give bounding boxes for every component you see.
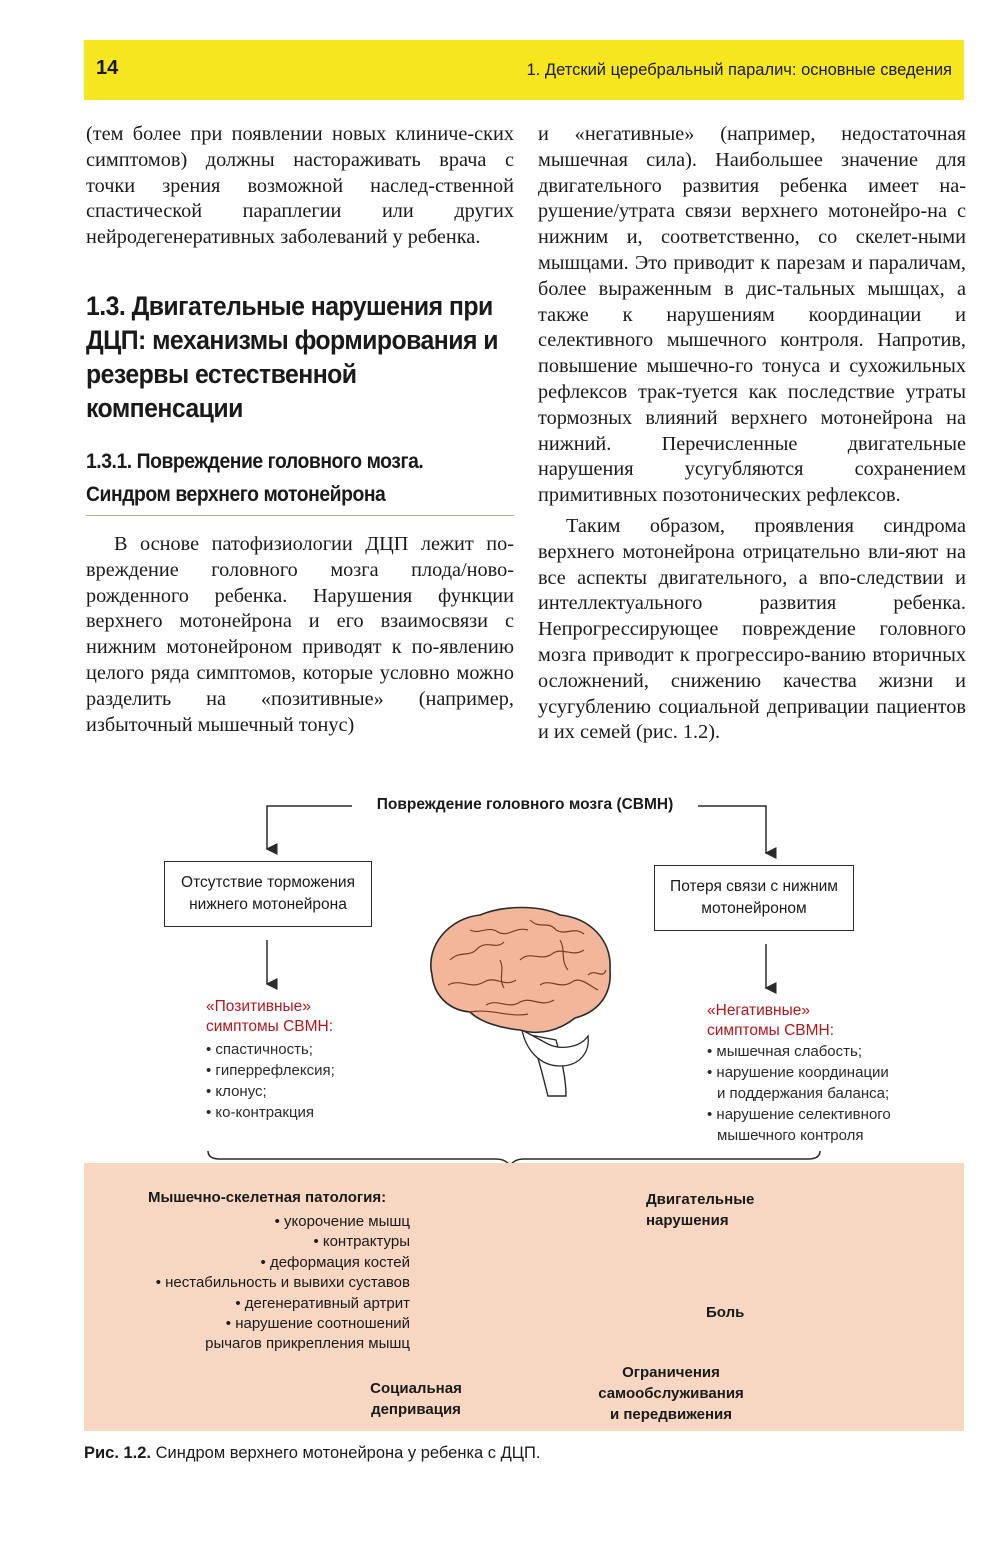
- page-number: 14: [96, 57, 119, 79]
- list-item: • контрактуры: [313, 1233, 410, 1251]
- negative-symptoms-title: [707, 1001, 834, 1041]
- list-item: • нестабильность и вывихи суставов: [155, 1274, 410, 1292]
- cycle-motor-line2: нарушения: [646, 1212, 729, 1229]
- list-item: • мышечная слабость;: [707, 1043, 863, 1060]
- pathology-title: Мышечно-скелетная патология:: [148, 1189, 387, 1206]
- positive-symptoms-list: [206, 1039, 335, 1123]
- negative-symptoms-list: [707, 1041, 891, 1146]
- positive-symptoms-title: [206, 997, 333, 1037]
- list-item: • дегенеративный артрит: [235, 1294, 410, 1312]
- positive-title-line1: «Позитивные»: [206, 998, 311, 1015]
- cycle-limits-line2: самообслуживания: [598, 1385, 744, 1402]
- list-item: • гиперрефлексия;: [206, 1062, 335, 1079]
- list-item: и поддержания баланса;: [717, 1085, 890, 1102]
- left-box-line2: нижнего мотонейрона: [189, 896, 347, 913]
- right-paragraph-2: Таким образом, проявления синдрома верхнего мотонейрона отрицательно вли-яют на все аспекты двигательного, а впо-следствии и интеллектуального развития ребенка. Непрогрессирующее повреждение головного мозга приводит к прогрессиро-ванию вторичных осложнений, снижению качества жизни и усугублению социальной депривации пациентов и их семей (рис. 1.2).: [538, 514, 966, 744]
- list-item: мышечного контроля: [717, 1127, 864, 1144]
- running-head: 1. Детский церебральный паралич: основные сведения: [526, 61, 952, 79]
- subsection-heading-line1: 1.3.1. Повреждение головного мозга.: [86, 448, 424, 473]
- list-item: • нарушение селективного: [707, 1106, 891, 1123]
- list-item: • клонус;: [206, 1083, 267, 1100]
- left-mechanism-box: [164, 861, 372, 927]
- left-box-line1: Отсутствие торможения: [181, 874, 355, 891]
- section-heading: 1.3. Двигательные нарушения при ДЦП: механизмы формирования и резервы естественной компенсации: [86, 290, 498, 423]
- right-paragraph-1: и «негативные» (например, недостаточная мышечная сила). Наибольшее значение для двигательного развития ребенка имеет на-рушение/утрата связи верхнего мотонейро-на с нижним и, соответственно, со скелет-ными мышцами. Это приводит к парезам и параличам, более выраженным в дис-тальных мышцах, а также к нарушениям координации и селективного мышечного контроля. Напротив, повышение мышечно-го тонуса и сухожильных рефлексов трак-туется как последствие утраты тормозных влияний верхнего мотонейрона на нижний. Перечисленные двигательные нарушения усугубляются сохранением примитивных позотонических рефлексов.: [538, 123, 966, 507]
- list-item: • деформация костей: [260, 1253, 410, 1271]
- cycle-label-motor: [646, 1189, 754, 1231]
- cycle-limits-line1: Ограничения: [622, 1364, 720, 1381]
- cycle-motor-line1: Двигательные: [646, 1191, 755, 1208]
- caption-label: Рис. 1.2.: [84, 1444, 152, 1462]
- caption-text: Синдром верхнего мотонейрона у ребенка с ДЦП.: [151, 1444, 541, 1462]
- cycle-label-limits: [583, 1362, 759, 1425]
- cycle-social-line2: депривация: [371, 1401, 461, 1418]
- cycle-label-social: [356, 1378, 476, 1420]
- cycle-label-pain: Боль: [706, 1304, 745, 1321]
- list-item: • укорочение мышц: [274, 1213, 410, 1230]
- right-box-line2: мотонейроном: [701, 900, 807, 917]
- cycle-social-line1: Социальная: [370, 1380, 462, 1397]
- list-item: • нарушение координации: [707, 1064, 889, 1081]
- list-item: • ко-контракция: [206, 1104, 315, 1121]
- positive-title-line2: симптомы СВМН:: [206, 1018, 334, 1035]
- list-item: • спастичность;: [206, 1041, 313, 1058]
- figure-caption: [84, 1444, 540, 1463]
- list-item: рычагов прикрепления мышц: [205, 1335, 410, 1353]
- right-mechanism-box: [654, 865, 854, 931]
- right-box-line1: Потеря связи с нижним: [670, 878, 838, 895]
- negative-title-line2: симптомы СВМН:: [707, 1022, 835, 1039]
- list-item: • нарушение соотношений: [225, 1315, 410, 1333]
- intro-paragraph: (тем более при появлении новых клиниче-ских симптомов) должны настораживать врача с точки зрения возможной наслед-ственной спастической параплегии или других нейродегенеративных заболеваний у ребенка.: [86, 123, 514, 249]
- subsection-heading-line2: Синдром верхнего мотонейрона: [86, 481, 386, 506]
- cycle-limits-line3: и передвижения: [609, 1406, 733, 1423]
- body-paragraph: В основе патофизиологии ДЦП лежит по-вреждение головного мозга плода/ново-рожденного ребенка. Нарушения функции верхнего мотонейрона и его взаимосвязи с нижним мотонейроном приводят к по-явлению целого ряда симптомов, которые условно можно разделить на «позитивные» (например, избыточный мышечный тонус): [86, 532, 514, 736]
- brain-illustration: [431, 908, 610, 1097]
- pathology-list: [156, 1212, 410, 1355]
- figure-top-label: Повреждение головного мозга (СВМН): [376, 796, 674, 813]
- negative-title-line1: «Негативные»: [707, 1002, 810, 1019]
